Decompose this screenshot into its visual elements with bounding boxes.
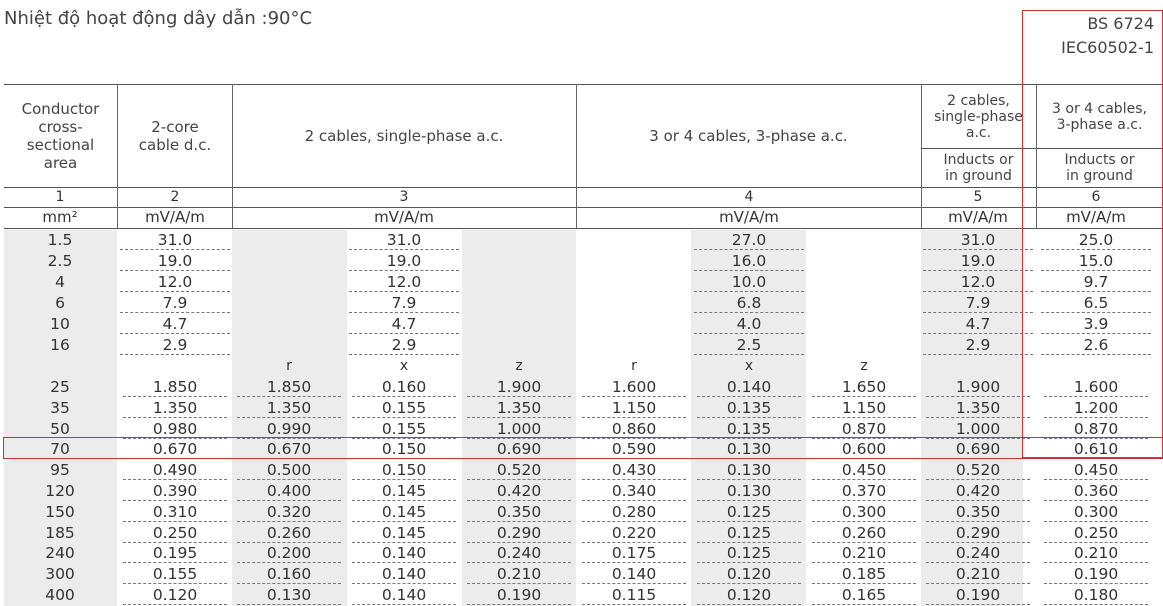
row-300-col-5: 0.140: [611, 565, 657, 584]
row-1.5-col-5: 31.0: [960, 231, 996, 249]
row-35-col-4: 1.350: [496, 398, 542, 417]
row-6-col-2: 7.9: [162, 294, 188, 312]
row-35-col-5: 1.150: [611, 398, 657, 417]
subheader-r-3: r: [631, 358, 637, 374]
row-95-col-5: 0.430: [611, 461, 657, 480]
row-4-col-3: 12.0: [386, 273, 422, 291]
row-2.5-col-1: 2.5: [47, 252, 73, 270]
row-185-col-5: 0.220: [611, 523, 657, 542]
column-number-2: 2: [170, 189, 180, 205]
row-240-col-8: 0.240: [955, 544, 1001, 563]
row-16-col-6: 2.6: [1083, 336, 1109, 354]
row-35-col-7: 1.150: [841, 398, 887, 417]
row-120-col-1: 0.390: [152, 482, 198, 500]
row-400-col-1: 0.120: [152, 586, 198, 604]
subheader-r-0: r: [286, 358, 292, 374]
row-50-col-6: 0.135: [726, 419, 772, 438]
row-25-col-1: 1.850: [152, 378, 198, 396]
dash-small-3-3: [694, 312, 804, 313]
row-2.5-col-5: 19.0: [960, 252, 996, 270]
row-240-col-5: 0.175: [611, 544, 657, 563]
header-col4-line-0: 3 or 4 cables, 3-phase a.c.: [649, 127, 848, 145]
column-number-6: 6: [1091, 189, 1101, 205]
row-50-col-7: 0.870: [841, 419, 887, 438]
header-col6-line-0: 3 or 4 cables,: [1052, 101, 1147, 117]
row-50-col-1: 0.980: [152, 419, 198, 438]
standard-bs: BS 6724: [1087, 14, 1154, 33]
dash-small-3-1: [120, 312, 230, 313]
row-1.5-col-3: 31.0: [386, 231, 422, 249]
row-95-col-8: 0.520: [955, 461, 1001, 480]
dash-small-0-2: [349, 249, 459, 250]
row-300-col-7: 0.185: [841, 565, 887, 584]
row-95-col-0: 95: [50, 461, 70, 480]
row-6-col-5: 7.9: [965, 294, 991, 312]
row-400-col-4: 0.190: [496, 586, 542, 604]
dash-small-1-2: [349, 270, 459, 271]
row-4-col-4: 10.0: [731, 273, 767, 291]
row-120-col-8: 0.420: [955, 482, 1001, 500]
row-185-col-2: 0.260: [266, 523, 312, 542]
unit-label-4: mV/A/m: [948, 208, 1008, 226]
row-240-col-4: 0.240: [496, 544, 542, 563]
row-120-col-9: 0.360: [1073, 482, 1119, 500]
row-95-col-9: 0.450: [1073, 461, 1119, 480]
dash-large-10-7: [812, 604, 916, 605]
dash-small-2-2: [349, 291, 459, 292]
unit-label-3: mV/A/m: [719, 208, 779, 226]
header-area-line-2: sectional: [26, 136, 95, 154]
row-16-col-4: 2.5: [736, 336, 762, 354]
highlight-standards-box: [1022, 10, 1163, 458]
row-185-col-9: 0.250: [1073, 523, 1119, 542]
header-col5-sub-line-1: in ground: [945, 167, 1012, 184]
row-185-col-4: 0.290: [496, 523, 542, 542]
row-185-col-6: 0.125: [726, 523, 772, 542]
row-16-col-5: 2.9: [965, 336, 991, 354]
subheader-x-1: x: [399, 358, 409, 374]
row-150-col-0: 150: [45, 502, 75, 521]
row-70-col-3: 0.150: [381, 440, 427, 459]
row-240-col-9: 0.210: [1073, 544, 1119, 563]
header-col3: [232, 86, 576, 186]
dash-small-3-4: [923, 312, 1033, 313]
row-4-col-1: 4: [55, 273, 65, 291]
row-50-col-8: 1.000: [955, 419, 1001, 438]
row-300-col-9: 0.190: [1073, 565, 1119, 584]
header-col5-line-0: 2 cables,: [947, 93, 1010, 109]
header-col5-line-2: a.c.: [965, 125, 992, 141]
row-70-col-7: 0.600: [841, 440, 887, 459]
row-400-col-6: 0.120: [726, 586, 772, 604]
row-2.5-col-4: 16.0: [731, 252, 767, 270]
row-1.5-col-4: 27.0: [731, 231, 767, 249]
header-rule-0: [4, 84, 1163, 85]
unit-label-1: mV/A/m: [145, 208, 205, 226]
row-2.5-col-2: 19.0: [157, 252, 193, 270]
row-35-col-1: 1.350: [152, 398, 198, 417]
subheader-z-5: z: [860, 358, 868, 374]
row-25-col-3: 0.160: [381, 378, 427, 396]
subheader-z-2: z: [515, 358, 523, 374]
row-6-col-4: 6.8: [736, 294, 762, 312]
header-col5-sub-line-0: Inducts or: [943, 151, 1014, 168]
dash-small-4-2: [349, 333, 459, 334]
dash-small-0-4: [923, 249, 1033, 250]
row-2.5-col-3: 19.0: [386, 252, 422, 270]
row-95-col-7: 0.450: [841, 461, 887, 480]
row-95-col-4: 0.520: [496, 461, 542, 480]
row-16-col-2: 2.9: [162, 336, 188, 354]
page-title: Nhiệt độ hoạt động dây dẫn :90°C: [4, 8, 313, 29]
dash-large-10-9: [1044, 604, 1148, 605]
column-number-3: 3: [399, 189, 409, 205]
header-col6-sub-line-0: Inducts or: [1064, 151, 1135, 168]
row-70-col-1: 0.670: [152, 440, 198, 459]
header-col2-line-1: cable d.c.: [138, 136, 212, 154]
row-16-col-3: 2.9: [391, 336, 417, 354]
row-150-col-7: 0.300: [841, 502, 887, 521]
row-95-col-6: 0.130: [726, 461, 772, 480]
row-185-col-7: 0.260: [841, 523, 887, 542]
row-300-col-8: 0.210: [955, 565, 1001, 584]
row-120-col-6: 0.130: [726, 482, 772, 500]
row-240-col-0: 240: [45, 544, 75, 563]
row-25-col-9: 1.600: [1073, 378, 1119, 396]
row-185-col-0: 185: [45, 523, 75, 542]
row-300-col-3: 0.140: [381, 565, 427, 584]
row-240-col-2: 0.200: [266, 544, 312, 563]
row-25-col-8: 1.900: [955, 378, 1001, 396]
row-120-col-4: 0.420: [496, 482, 542, 500]
row-70-col-5: 0.590: [611, 440, 657, 459]
header-col2-line-0: 2-core: [151, 118, 199, 136]
row-400-col-9: 0.180: [1073, 586, 1119, 604]
row-10-col-5: 4.7: [965, 315, 991, 333]
column-number-5: 5: [973, 189, 983, 205]
row-300-col-1: 0.155: [152, 565, 198, 584]
dash-small-4-1: [120, 333, 230, 334]
dash-small-1-3: [694, 270, 804, 271]
row-25-col-5: 1.600: [611, 378, 657, 396]
dash-small-3-2: [349, 312, 459, 313]
row-400-col-7: 0.165: [841, 586, 887, 604]
row-150-col-6: 0.125: [726, 502, 772, 521]
row-150-col-9: 0.300: [1073, 502, 1119, 521]
dash-large-10-6: [697, 604, 801, 605]
row-70-col-2: 0.670: [266, 440, 312, 459]
header-col5: [921, 86, 1036, 148]
header-col6-line-1: 3-phase a.c.: [1056, 117, 1143, 133]
dash-small-2-1: [120, 291, 230, 292]
row-185-col-3: 0.145: [381, 523, 427, 542]
row-400-col-5: 0.115: [611, 586, 657, 604]
dash-small-5-2: [349, 354, 459, 355]
row-4-col-5: 12.0: [960, 273, 996, 291]
row-35-col-2: 1.350: [266, 398, 312, 417]
row-150-col-5: 0.280: [611, 502, 657, 521]
row-25-col-2: 1.850: [266, 378, 312, 396]
row-150-col-3: 0.145: [381, 502, 427, 521]
row-240-col-7: 0.210: [841, 544, 887, 563]
row-70-col-4: 0.690: [496, 440, 542, 459]
dash-large-10-8: [926, 604, 1030, 605]
row-240-col-3: 0.140: [381, 544, 427, 563]
dash-small-5-1: [120, 354, 230, 355]
row-120-col-5: 0.340: [611, 482, 657, 500]
row-50-col-5: 0.860: [611, 419, 657, 438]
header-col4: [576, 86, 921, 186]
dash-small-4-3: [694, 333, 804, 334]
row-120-col-7: 0.370: [841, 482, 887, 500]
dash-large-10-5: [582, 604, 686, 605]
row-35-col-3: 0.155: [381, 398, 427, 417]
row-150-col-1: 0.310: [152, 502, 198, 521]
row-25-col-4: 1.900: [496, 378, 542, 396]
row-400-col-2: 0.130: [266, 586, 312, 604]
row-300-col-0: 300: [45, 565, 75, 584]
dash-large-10-1: [123, 604, 227, 605]
row-70-col-8: 0.690: [955, 440, 1001, 459]
row-95-col-3: 0.150: [381, 461, 427, 480]
row-1.5-col-2: 31.0: [157, 231, 193, 249]
row-10-col-6: 3.9: [1083, 315, 1109, 333]
dash-small-2-4: [923, 291, 1033, 292]
dash-small-4-4: [923, 333, 1033, 334]
row-6-col-1: 6: [55, 294, 65, 312]
row-35-col-9: 1.200: [1073, 398, 1119, 417]
dash-large-10-4: [467, 604, 571, 605]
dash-large-10-2: [237, 604, 341, 605]
row-185-col-8: 0.290: [955, 523, 1001, 542]
subheader-x-4: x: [744, 358, 754, 374]
header-area-line-0: Conductor: [21, 100, 100, 118]
row-70-col-6: 0.130: [726, 440, 772, 459]
header-col2: [118, 86, 232, 186]
row-2.5-col-6: 15.0: [1078, 252, 1114, 270]
row-35-col-6: 0.135: [726, 398, 772, 417]
header-col5-line-1: single-phase: [934, 109, 1023, 125]
unit-label-2: mV/A/m: [374, 208, 434, 226]
dash-small-5-4: [923, 354, 1033, 355]
row-4-col-6: 9.7: [1083, 273, 1109, 291]
dash-small-2-3: [694, 291, 804, 292]
row-16-col-1: 16: [50, 336, 70, 354]
row-120-col-2: 0.400: [266, 482, 312, 500]
row-95-col-2: 0.500: [266, 461, 312, 480]
dash-small-1-4: [923, 270, 1033, 271]
header-area-line-1: cross-: [38, 118, 83, 136]
row-185-col-1: 0.250: [152, 523, 198, 542]
row-400-col-3: 0.140: [381, 586, 427, 604]
row-10-col-1: 10: [50, 315, 70, 333]
row-150-col-2: 0.320: [266, 502, 312, 521]
row-50-col-9: 0.870: [1073, 419, 1119, 438]
row-120-col-3: 0.145: [381, 482, 427, 500]
header-rule-3: [4, 228, 1163, 229]
row-95-col-1: 0.490: [152, 461, 198, 480]
row-50-col-3: 0.155: [381, 419, 427, 438]
row-25-col-0: 25: [50, 378, 70, 396]
row-1.5-col-1: 1.5: [47, 231, 73, 249]
row-240-col-6: 0.125: [726, 544, 772, 563]
header-area: [4, 86, 117, 186]
dash-small-0-1: [120, 249, 230, 250]
row-240-col-1: 0.195: [152, 544, 198, 563]
highlight-row-box: [3, 437, 1163, 459]
row-50-col-0: 50: [50, 419, 70, 438]
row-400-col-0: 400: [45, 586, 75, 604]
row-1.5-col-6: 25.0: [1078, 231, 1114, 249]
row-4-col-2: 12.0: [157, 273, 193, 291]
row-400-col-8: 0.190: [955, 586, 1001, 604]
row-35-col-8: 1.350: [955, 398, 1001, 417]
dash-large-10-3: [352, 604, 456, 605]
row-120-col-0: 120: [45, 482, 75, 500]
row-50-col-2: 0.990: [266, 419, 312, 438]
row-150-col-8: 0.350: [955, 502, 1001, 521]
column-number-1: 1: [55, 189, 65, 205]
row-300-col-4: 0.210: [496, 565, 542, 584]
row-25-col-6: 0.140: [726, 378, 772, 396]
row-35-col-0: 35: [50, 398, 70, 417]
dash-small-0-3: [694, 249, 804, 250]
header-col5-sub: [921, 148, 1036, 187]
row-10-col-2: 4.7: [162, 315, 188, 333]
unit-label-0: mm²: [42, 208, 78, 226]
row-70-col-9: 0.610: [1073, 440, 1119, 459]
row-25-col-7: 1.650: [841, 378, 887, 396]
header-col6-sub-line-1: in ground: [1066, 167, 1133, 184]
column-number-4: 4: [744, 189, 754, 205]
row-300-col-2: 0.160: [266, 565, 312, 584]
row-150-col-4: 0.350: [496, 502, 542, 521]
row-70-col-0: 70: [50, 440, 70, 459]
header-col3-line-0: 2 cables, single-phase a.c.: [304, 127, 504, 145]
row-6-col-3: 7.9: [391, 294, 417, 312]
dash-small-1-1: [120, 270, 230, 271]
row-6-col-6: 6.5: [1083, 294, 1109, 312]
standard-iec: IEC60502-1: [1061, 38, 1154, 57]
row-50-col-4: 1.000: [496, 419, 542, 438]
row-300-col-6: 0.120: [726, 565, 772, 584]
dash-small-5-3: [694, 354, 804, 355]
unit-label-5: mV/A/m: [1066, 208, 1126, 226]
header-area-line-3: area: [43, 154, 78, 172]
row-10-col-3: 4.7: [391, 315, 417, 333]
row-10-col-4: 4.0: [736, 315, 762, 333]
